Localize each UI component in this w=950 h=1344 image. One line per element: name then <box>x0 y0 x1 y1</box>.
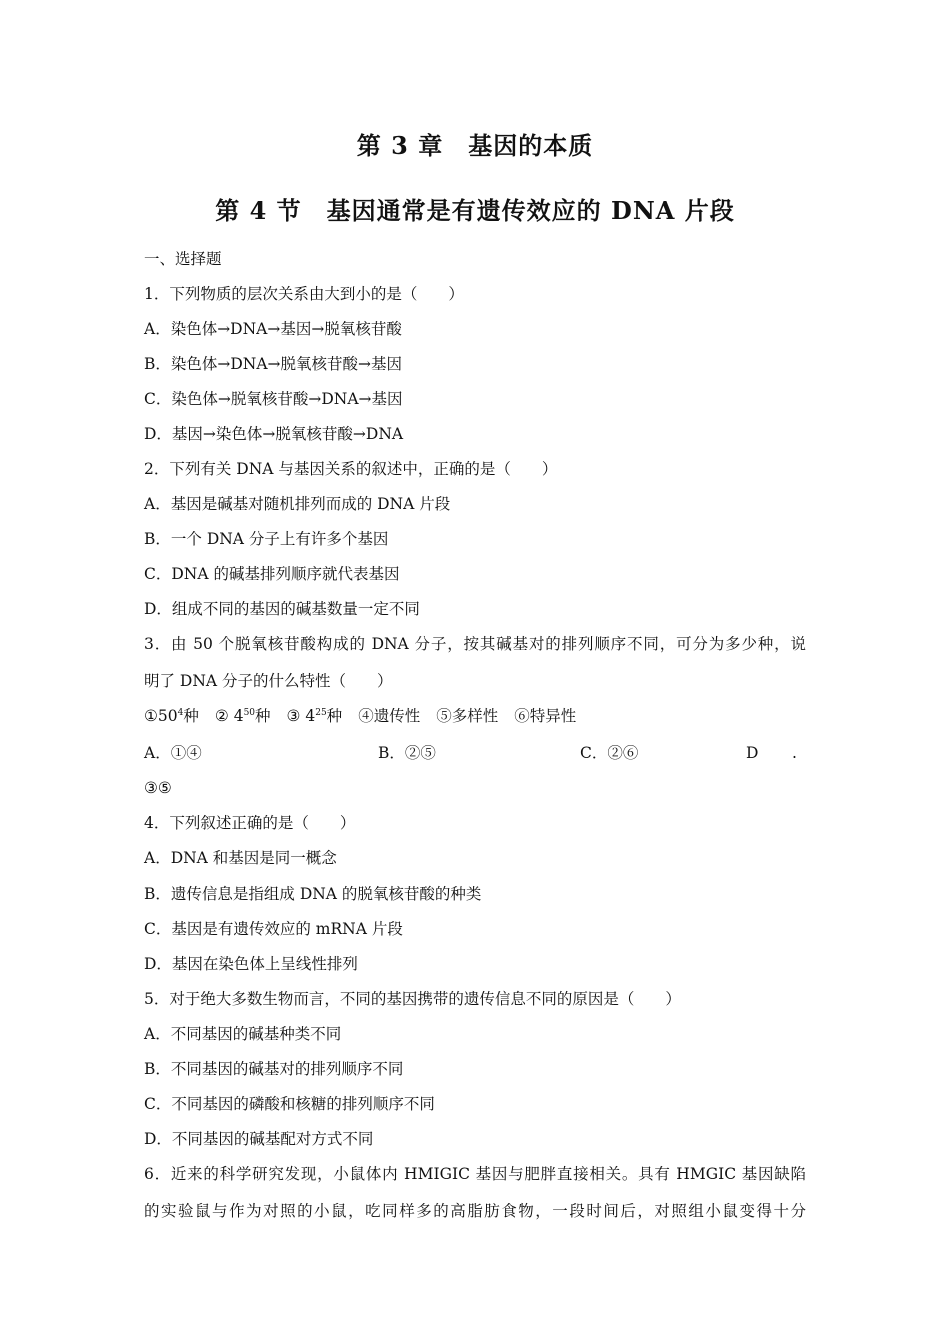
q3-option-d-letter: D <box>746 744 759 762</box>
q6-line1: 6．近来的科学研究发现，小鼠体内 HMIGIC 基因与肥胖直接相关。具有 HMGIC 基因缺陷 <box>144 1165 806 1183</box>
q2-option-b: B．一个 DNA 分子上有许多个基因 <box>144 530 389 548</box>
q2-option-c: C．DNA 的碱基排列顺序就代表基因 <box>144 565 400 583</box>
q3-option-b: B．②⑤ <box>378 744 436 762</box>
q5-option-d: D．不同基因的碱基配对方式不同 <box>144 1130 374 1148</box>
q3-item-5: ⑤多样性 <box>436 707 499 725</box>
q3-item-4: ④遗传性 <box>358 707 421 725</box>
q3-stem-line1: 3．由 50 个脱氧核苷酸构成的 DNA 分子，按其碱基对的排列顺序不同，可分为多少种，说 <box>144 635 806 653</box>
q3-item-1: $①50^4$种 <box>144 707 199 725</box>
q1-option-c: C．染色体→脱氧核苷酸→DNA→基因 <box>144 390 403 408</box>
q5-option-a: A．不同基因的碱基种类不同 <box>144 1025 342 1043</box>
q4-stem: 4．下列叙述正确的是（ ） <box>144 814 356 832</box>
q5-option-c: C．不同基因的磷酸和核糖的排列顺序不同 <box>144 1095 435 1113</box>
q2-option-a: A．基因是碱基对随机排列而成的 DNA 片段 <box>144 495 451 513</box>
q4-option-c: C．基因是有遗传效应的 mRNA 片段 <box>144 920 403 938</box>
q1-stem: 1．下列物质的层次关系由大到小的是（ ） <box>144 285 464 303</box>
q2-stem: 2．下列有关 DNA 与基因关系的叙述中，正确的是（ ） <box>144 460 558 478</box>
q3-option-c: C．②⑥ <box>580 744 639 762</box>
q5-stem: 5．对于绝大多数生物而言，不同的基因携带的遗传信息不同的原因是（ ） <box>144 990 681 1008</box>
q1-option-d: D．基因→染色体→脱氧核苷酸→DNA <box>144 425 404 443</box>
chapter-title: 第 3 章 基因的本质 <box>356 131 594 160</box>
q3-item-2: ② $4^{50}$种 <box>214 707 271 725</box>
q3-option-d-value: ③⑤ <box>144 779 172 797</box>
q3-items <box>144 706 576 726</box>
q1-option-a: A．染色体→DNA→基因→脱氧核苷酸 <box>144 320 402 338</box>
q4-option-a: A．DNA 和基因是同一概念 <box>144 849 337 867</box>
q1-option-b: B．染色体→DNA→脱氧核苷酸→基因 <box>144 355 403 373</box>
q3-item-3: ③ $4^{25}$种 <box>286 707 343 725</box>
q6-line2: 的实验鼠与作为对照的小鼠，吃同样多的高脂肪食物，一段时间后，对照组小鼠变得十分 <box>144 1202 806 1220</box>
q5-option-b: B．不同基因的碱基对的排列顺序不同 <box>144 1060 404 1078</box>
section-title: 第 4 节 基因通常是有遗传效应的 DNA 片段 <box>215 196 735 225</box>
q4-option-d: D．基因在染色体上呈线性排列 <box>144 955 358 973</box>
q4-option-b: B．遗传信息是指组成 DNA 的脱氧核苷酸的种类 <box>144 885 482 903</box>
q3-item-6: ⑥特异性 <box>514 707 577 725</box>
q3-stem-line2: 明了 DNA 分子的什么特性（ ） <box>144 672 393 690</box>
q3-option-a: A．①④ <box>144 744 202 762</box>
q2-option-d: D．组成不同的基因的碱基数量一定不同 <box>144 600 420 618</box>
q3-option-d-dot: . <box>792 744 797 762</box>
part-heading: 一、选择题 <box>144 250 222 268</box>
